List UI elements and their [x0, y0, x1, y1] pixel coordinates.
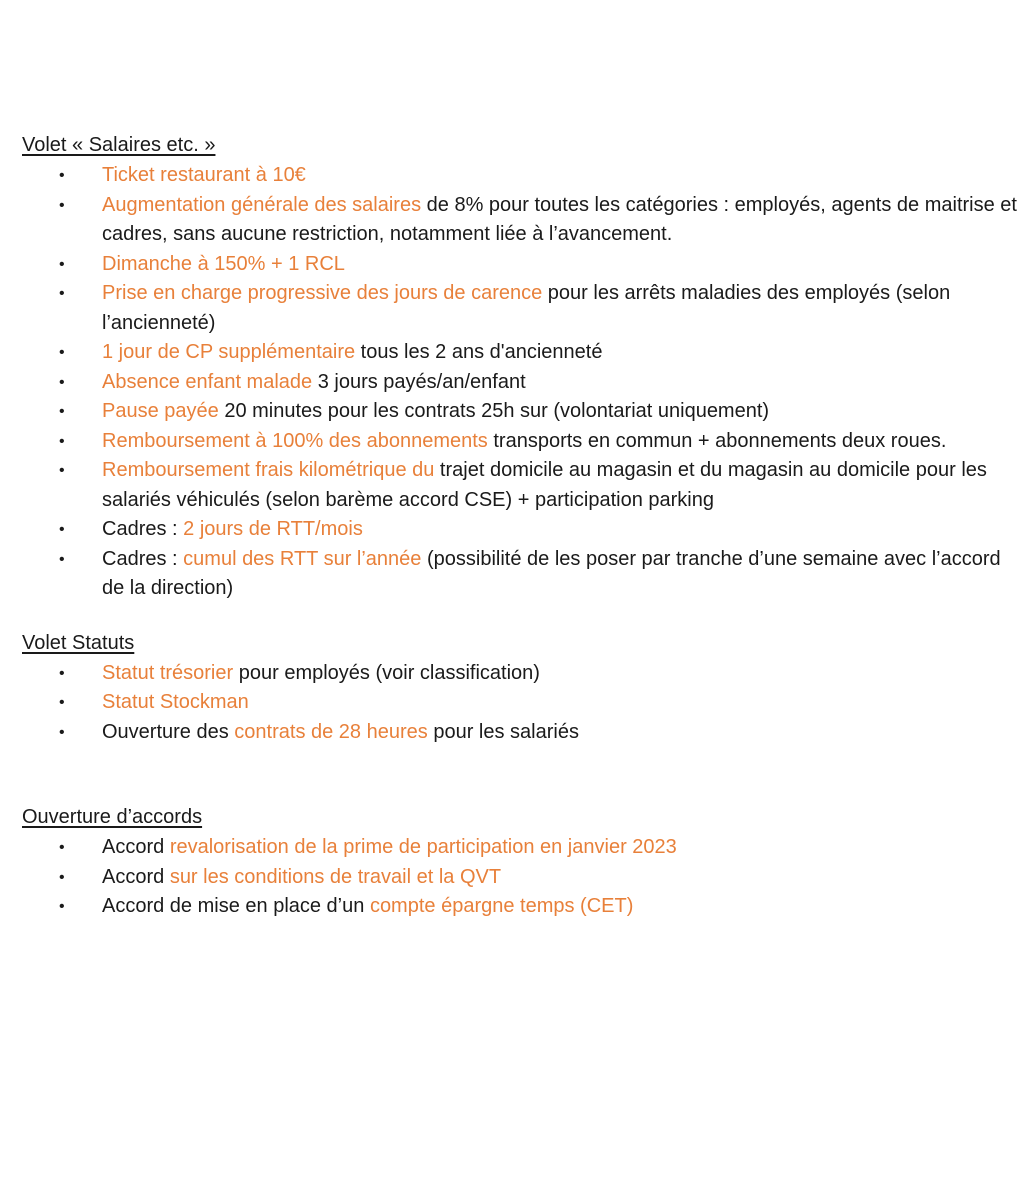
list-item — [22, 545, 1022, 604]
item-text-highlight: cumul des RTT sur l’année — [183, 547, 422, 570]
item-text-highlight: Remboursement frais kilométrique du — [102, 459, 435, 481]
item-text: 3 jours payés/an/enfant — [312, 370, 526, 393]
item-text: Accord de mise en place d’un — [102, 895, 370, 917]
bullet-icon: • — [59, 285, 65, 302]
list-item — [22, 863, 1022, 893]
bullet-icon: • — [59, 898, 65, 915]
item-text-highlight: 1 jour de CP supplémentaire — [102, 341, 356, 363]
bullet-icon: • — [59, 664, 65, 682]
bullet-icon: • — [59, 868, 65, 886]
item-text: trajet domicile au magasin et du magasin au domicile pour les salariés véhiculés (selon barème accord CSE) + participation parking — [102, 459, 987, 511]
list-item — [22, 688, 1022, 718]
item-text-highlight: Pause payée — [102, 400, 219, 422]
list-item — [22, 833, 1022, 863]
bullet-icon: • — [59, 550, 65, 568]
list-item — [22, 279, 1022, 338]
item-text: (possibilité de les poser par tranche d’une semaine avec l’accord de la direction) — [102, 547, 1001, 599]
item-text-highlight: Absence enfant malade — [102, 370, 313, 393]
item-text-highlight: Dimanche à 150% + 1 RCL — [102, 252, 345, 275]
item-text: Cadres : — [102, 547, 184, 570]
document — [22, 132, 1022, 922]
bullet-icon: • — [59, 255, 65, 273]
item-text-highlight: contrats de 28 heures — [234, 720, 428, 743]
bullet-icon: • — [59, 196, 65, 214]
list-item — [22, 456, 1022, 515]
list-item — [22, 397, 1022, 427]
list-item — [22, 250, 1022, 280]
list-item — [22, 515, 1022, 545]
list-item — [22, 338, 1022, 368]
bullet-icon: • — [59, 432, 65, 450]
bullet-icon: • — [59, 839, 65, 856]
item-text-highlight: sur les conditions de travail et la QVT — [169, 865, 502, 888]
bullet-icon: • — [59, 403, 65, 420]
bullet-icon: • — [59, 694, 65, 711]
section-salaires — [22, 132, 1022, 604]
bullet-icon: • — [59, 521, 65, 538]
list-item — [22, 659, 1022, 689]
list-item — [22, 191, 1022, 250]
item-text-highlight: 2 jours de RTT/mois — [183, 518, 363, 540]
item-text: transports en commun + abonnements deux roues. — [487, 429, 947, 452]
item-text: pour employés (voir classification) — [233, 661, 540, 684]
section-title: Volet Statuts — [22, 631, 135, 654]
item-text-highlight: Remboursement à 100% des abonnements — [102, 429, 488, 452]
item-text-highlight: Prise en charge progressive des jours de carence — [102, 282, 543, 304]
bullet-icon: • — [59, 462, 65, 479]
section-statuts — [22, 630, 1022, 748]
item-text-highlight: revalorisation de la prime de participation en janvier 2023 — [169, 836, 677, 858]
list-item — [22, 368, 1022, 398]
item-text-highlight: Augmentation générale des salaires — [102, 193, 422, 216]
item-text-highlight: compte épargne temps (CET) — [369, 895, 634, 917]
section-title: Volet « Salaires etc. » — [22, 134, 216, 156]
item-text: Cadres : — [102, 518, 184, 540]
item-text: tous les 2 ans d'ancienneté — [355, 341, 603, 363]
list-item — [22, 161, 1022, 191]
list-item — [22, 892, 1022, 922]
item-text: 20 minutes pour les contrats 25h sur (volontariat uniquement) — [218, 400, 770, 422]
bullet-icon: • — [59, 723, 65, 741]
item-text: Accord — [102, 865, 170, 888]
section-title: Ouverture d’accords — [22, 806, 203, 828]
bullet-icon: • — [59, 373, 65, 391]
item-list — [22, 833, 1022, 922]
item-list — [22, 161, 1022, 604]
section-accords — [22, 804, 1022, 922]
item-text: de 8% pour toutes les catégories : employés, agents de maitrise et cadres, sans aucune restriction, notamment liée à l’avancement. — [102, 193, 1017, 245]
item-list — [22, 659, 1022, 748]
item-text: pour les arrêts maladies des employés (selon l’ancienneté) — [102, 282, 951, 334]
item-text-highlight: Ticket restaurant à 10€ — [102, 164, 306, 186]
item-text: Ouverture des — [102, 720, 235, 743]
bullet-icon: • — [59, 167, 65, 184]
list-item — [22, 427, 1022, 457]
bullet-icon: • — [59, 344, 65, 361]
item-text: pour les salariés — [427, 720, 579, 743]
list-item — [22, 718, 1022, 748]
item-text-highlight: Statut Stockman — [102, 691, 249, 713]
item-text-highlight: Statut trésorier — [102, 661, 234, 684]
item-text: Accord — [102, 836, 170, 858]
